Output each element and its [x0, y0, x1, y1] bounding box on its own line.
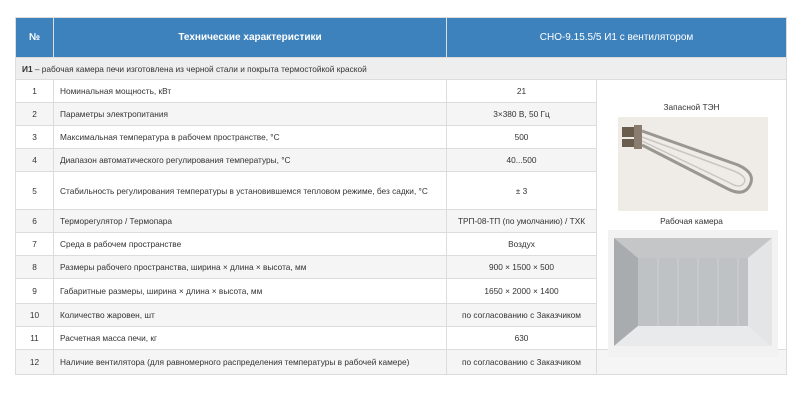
- row-name: Габаритные размеры, ширина × длина × высота, мм: [54, 279, 447, 304]
- header-model: СНО-9.15.5/5 И1 с вентилятором: [447, 18, 787, 58]
- row-num: 11: [16, 327, 54, 350]
- row-value: Воздух: [447, 233, 597, 256]
- section-row: [16, 58, 787, 80]
- row-num: 10: [16, 304, 54, 327]
- section-text: – рабочая камера печи изготовлена из черной стали и покрыта термостойкой краской: [32, 63, 367, 74]
- row-value: ± 3: [447, 172, 597, 210]
- section-code: И1: [22, 63, 33, 74]
- row-value: 40...500: [447, 149, 597, 172]
- row-name: Номинальная мощность, кВт: [54, 80, 447, 103]
- heater-photo: [618, 117, 768, 211]
- header-row: [16, 18, 787, 58]
- row-num: 6: [16, 210, 54, 233]
- row-value: по согласованию с Заказчиком: [447, 350, 597, 375]
- row-num: 5: [16, 172, 54, 210]
- heater-caption: Запасной ТЭН: [663, 102, 720, 112]
- row-value: 500: [447, 126, 597, 149]
- table-row: [16, 80, 787, 103]
- row-name: Диапазон автоматического регулирования температуры, °С: [54, 149, 447, 172]
- row-num: 3: [16, 126, 54, 149]
- row-name: Стабильность регулирования температуры в установившемся тепловом режиме, без садки, °С: [54, 172, 447, 210]
- row-value: 900 × 1500 × 500: [447, 256, 597, 279]
- header-title: Технические характеристики: [54, 18, 447, 58]
- row-num: 12: [16, 350, 54, 375]
- row-num: 4: [16, 149, 54, 172]
- row-value: 1650 × 2000 × 1400: [447, 279, 597, 304]
- row-value: по согласованию с Заказчиком: [447, 304, 597, 327]
- row-num: 7: [16, 233, 54, 256]
- photo-column: [597, 80, 787, 350]
- chamber-photo: [608, 230, 778, 357]
- row-value: 3×380 В, 50 Гц: [447, 103, 597, 126]
- row-name: Параметры электропитания: [54, 103, 447, 126]
- row-value: 630: [447, 327, 597, 350]
- row-num: 9: [16, 279, 54, 304]
- spec-table: [15, 17, 787, 375]
- row-num: 2: [16, 103, 54, 126]
- header-num: №: [16, 18, 54, 58]
- chamber-caption: Рабочая камера: [660, 216, 723, 226]
- row-name: Терморегулятор / Термопара: [54, 210, 447, 233]
- row-name: Размеры рабочего пространства, ширина × длина × высота, мм: [54, 256, 447, 279]
- row-value: 21: [447, 80, 597, 103]
- row-name: Наличие вентилятора (для равномерного распределения температуры в рабочей камере): [54, 350, 447, 375]
- row-value: ТРП-08-ТП (по умолчанию) / ТХК: [447, 210, 597, 233]
- row-num: 1: [16, 80, 54, 103]
- row-num: 8: [16, 256, 54, 279]
- row-name: Количество жаровен, шт: [54, 304, 447, 327]
- row-name: Среда в рабочем пространстве: [54, 233, 447, 256]
- row-name: Расчетная масса печи, кг: [54, 327, 447, 350]
- section-cell: [16, 58, 787, 80]
- row-name: Максимальная температура в рабочем пространстве, °С: [54, 126, 447, 149]
